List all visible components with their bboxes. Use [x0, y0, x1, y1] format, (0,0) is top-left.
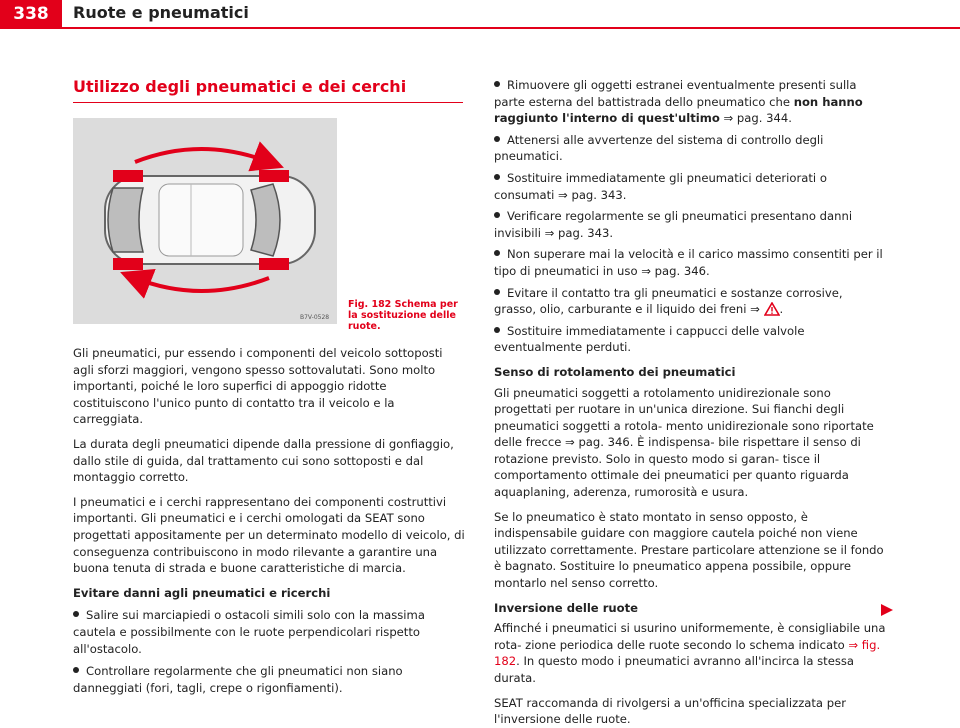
bullet-icon [494, 212, 500, 218]
bullet-icon [494, 81, 500, 87]
bullet-item [73, 607, 465, 657]
bullet-icon [494, 136, 500, 142]
section-title: Utilizzo degli pneumatici e dei cerchi [73, 77, 463, 103]
wheel-rotation-figure [73, 118, 337, 324]
bullet-item [73, 663, 465, 696]
header-rule [0, 27, 960, 29]
bullet-icon [73, 667, 79, 673]
bullet-text: Sostituire immediatamente gli pneumatici deteriorati o consumati ⇒ pag. 343. [494, 170, 827, 202]
warning-icon[interactable] [764, 302, 780, 316]
bullet-item [494, 208, 886, 241]
bullet-text: Verificare regolarmente se gli pneumatici presentano danni invisibili ⇒ pag. 343. [494, 209, 853, 240]
bullet-text: Attenersi alle avvertenze del sistema di controllo degli pneumatici. [494, 132, 824, 164]
bullet-icon [494, 174, 500, 180]
car-top-view-illustration [73, 118, 337, 324]
bullet-item [494, 323, 886, 356]
page-ref: ⇒ pag. 344. [719, 111, 792, 126]
bullet-text: Rimuovere gli oggetti estranei eventualmente presenti sulla parte esterna del battistrada dello pneumatico che [494, 78, 857, 109]
bullet-text: Evitare il contatto tra gli pneumatici e sostanze corrosive, grasso, olio, carburante e il liquido dei freni ⇒ [494, 285, 843, 317]
paragraph: Gli pneumatici soggetti a rotolamento unidirezionale sono progettati per ruotare in un'unica direzione. Sui fianchi degli pneumatici soggetti a rotola- mento unidirezionale sono riportate delle frecce ⇒ pag. 346. È indispensa- bile rispettare il senso di rotazione previsto. Solo in questo modo si garan- tisce il comportamento ottimale dei pneumatici per quanto riguarda aquaplaning, aderenza, rumorosità e usura. [494, 385, 874, 500]
bullet-item [494, 132, 886, 165]
bullet-bold-text: non hanno raggiunto l'interno di quest'ultimo [494, 94, 863, 126]
paragraph [494, 620, 886, 686]
figure-link[interactable]: ⇒ fig. 182 [494, 637, 881, 669]
bullet-icon [494, 289, 500, 295]
bullet-item [494, 170, 886, 203]
paragraph: La durata degli pneumatici dipende dalla pressione di gonfiaggio, dallo stile di guida, dal trattamento cui sono sottoposti e dal montaggio corretto. [73, 436, 454, 485]
subheading: Inversione delle ruote [494, 600, 639, 615]
page-number: 338 [0, 0, 62, 27]
right-body [494, 77, 886, 728]
paragraph-text: . In questo modo i pneumatici avranno all'incirca la stessa durata. [494, 654, 855, 685]
figure-code: B7V-0528 [300, 314, 330, 321]
chapter-title: Ruote e pneumatici [73, 3, 249, 22]
left-body [73, 345, 465, 696]
bullet-item [494, 285, 886, 318]
bullet-text: Salire sui marciapiedi o ostacoli simili solo con la massima cautela e possibilmente con le ruote perpendicolari rispetto all'ostacolo. [73, 608, 425, 656]
subheading: Evitare danni agli pneumatici e ricerchi [73, 585, 331, 600]
bullet-icon [494, 250, 500, 256]
figure-caption: Fig. 182 Schema per la sostituzione delle ruote. [348, 299, 458, 332]
page-header [0, 0, 960, 28]
bullet-text: . [779, 302, 784, 317]
bullet-icon [494, 327, 500, 333]
bullet-item [494, 77, 886, 127]
next-page-arrow-icon[interactable] [880, 603, 894, 617]
bullet-icon [73, 611, 79, 617]
paragraph: I pneumatici e i cerchi rappresentano dei componenti costruttivi importanti. Gli pneumatici e i cerchi omologati da SEAT sono progettati appositamente per un determinato modello di veicolo, di conseguenza contribuiscono in modo rilevante a garantire una buona tenuta di strada e buone caratteristiche di marcia. [73, 494, 465, 576]
paragraph: Se lo pneumatico è stato montato in senso opposto, è indispensabile guidare con maggiore cautela poiché non viene utilizzato correttamente. Prestare particolare attenzione se il fondo è bagnato. Sostituire lo pneumatico appena possibile, oppure montarlo nel senso corretto. [494, 509, 884, 591]
bullet-item [494, 246, 886, 279]
bullet-text: Sostituire immediatamente i cappucci delle valvole eventualmente perduti. [494, 323, 805, 355]
paragraph: SEAT raccomanda di rivolgersi a un'officina specializzata per l'inversione delle ruote. [494, 695, 846, 727]
bullet-text: Controllare regolarmente che gli pneumatici non siano danneggiati (fori, tagli, crepe o rigonfiamenti). [73, 664, 403, 695]
paragraph-text: Affinché i pneumatici si usurino uniformemente, è consigliabile una rota- zione periodica delle ruote secondo lo schema indicato [494, 621, 886, 652]
paragraph: Gli pneumatici, pur essendo i componenti del veicolo sottoposti agli sforzi maggiori, vengono spesso sottovalutati. Sono molto importanti, poiché le loro superfici di appoggio ridotte costituiscono l'unico punto di contatto tra il veicolo e la carreggiata. [73, 346, 443, 427]
subheading: Senso di rotolamento dei pneumatici [494, 364, 736, 379]
bullet-text: Non superare mai la velocità e il carico massimo consentiti per il tipo di pneumatici in uso ⇒ pag. 346. [494, 247, 883, 278]
